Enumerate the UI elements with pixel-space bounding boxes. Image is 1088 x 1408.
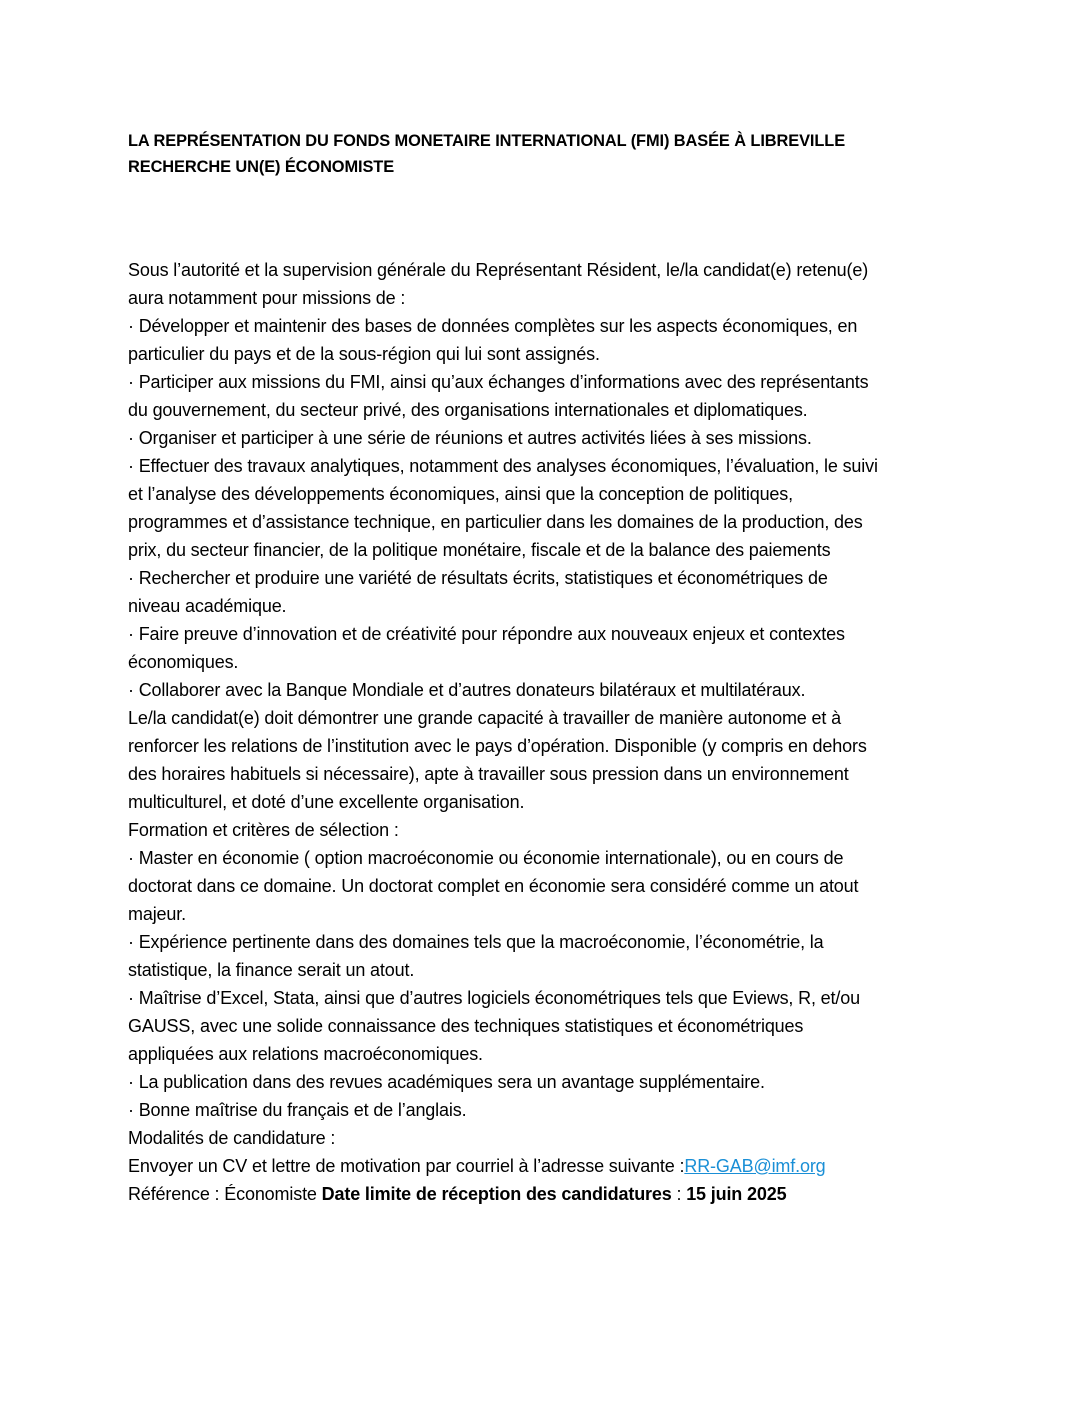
body-line: · Collaborer avec la Banque Mondiale et d’autres donateurs bilatéraux et multilatéraux. xyxy=(128,680,806,700)
body-line: · Développer et maintenir des bases de données complètes sur les aspects économiques, en xyxy=(128,316,858,336)
body-line: · Participer aux missions du FMI, ainsi qu’aux échanges d’informations avec des représentants xyxy=(128,372,869,392)
body-line: doctorat dans ce domaine. Un doctorat complet en économie sera considéré comme un atout xyxy=(128,876,859,896)
reference-text: Référence : Économiste xyxy=(128,1184,322,1204)
body-line: du gouvernement, du secteur privé, des organisations internationales et diplomatiques. xyxy=(128,400,808,420)
body-line: GAUSS, avec une solide connaissance des techniques statistiques et économétriques xyxy=(128,1016,804,1036)
body-line: · Organiser et participer à une série de réunions et autres activités liées à ses missions. xyxy=(128,428,812,448)
email-line-text: Envoyer un CV et lettre de motivation par courriel à l’adresse suivante : xyxy=(128,1156,685,1176)
title-line-2: RECHERCHE UN(E) ÉCONOMISTE xyxy=(128,158,395,176)
deadline-separator: : xyxy=(671,1184,687,1204)
body-line: particulier du pays et de la sous-région qui lui sont assignés. xyxy=(128,344,600,364)
body-line: · Bonne maîtrise du français et de l’anglais. xyxy=(128,1100,467,1120)
body-line: · Master en économie ( option macroéconomie ou économie internationale), ou en cours de xyxy=(128,848,844,868)
deadline-value: 15 juin 2025 xyxy=(686,1184,787,1204)
email-link[interactable]: RR-GAB@imf.org xyxy=(684,1156,826,1176)
body-line: des horaires habituels si nécessaire), apte à travailler sous pression dans un environnement xyxy=(128,764,849,784)
body-line: Modalités de candidature : xyxy=(128,1128,336,1148)
deadline-label: Date limite de réception des candidatures xyxy=(321,1184,672,1204)
body-line: multiculturel, et doté d’une excellente organisation. xyxy=(128,792,525,812)
body-line: majeur. xyxy=(128,904,186,924)
body-line: renforcer les relations de l’institution avec le pays d’opération. Disponible (y compris en dehors xyxy=(128,736,867,756)
body-line: Formation et critères de sélection : xyxy=(128,820,399,840)
body-line: · Expérience pertinente dans des domaines tels que la macroéconomie, l’économétrie, la xyxy=(128,932,824,952)
body-line: niveau académique. xyxy=(128,596,287,616)
body-line: aura notamment pour missions de : xyxy=(128,288,406,308)
body-line: Sous l’autorité et la supervision générale du Représentant Résident, le/la candidat(e) retenu(e) xyxy=(128,260,869,280)
email-line xyxy=(128,1152,968,1180)
body-line: · Effectuer des travaux analytiques, notamment des analyses économiques, l’évaluation, le suivi xyxy=(128,456,878,476)
body-line: Le/la candidat(e) doit démontrer une grande capacité à travailler de manière autonome et à xyxy=(128,708,841,728)
body-line: · Rechercher et produire une variété de résultats écrits, statistiques et économétriques de xyxy=(128,568,828,588)
body-line: statistique, la finance serait un atout. xyxy=(128,960,415,980)
body-line: programmes et d’assistance technique, en particulier dans les domaines de la production, des xyxy=(128,512,863,532)
body-line: · Maîtrise d’Excel, Stata, ainsi que d’autres logiciels économétriques tels que Eviews, R, et/ou xyxy=(128,988,860,1008)
body-line: prix, du secteur financier, de la politique monétaire, fiscale et de la balance des paiements xyxy=(128,540,831,560)
body-lines xyxy=(128,256,968,1152)
body-line: appliquées aux relations macroéconomiques. xyxy=(128,1044,483,1064)
document-body xyxy=(128,256,968,1208)
reference-line xyxy=(128,1180,968,1208)
title-line-1: LA REPRÉSENTATION DU FONDS MONETAIRE INTERNATIONAL (FMI) BASÉE À LIBREVILLE xyxy=(128,132,846,150)
body-line: · Faire preuve d’innovation et de créativité pour répondre aux nouveaux enjeux et contextes xyxy=(128,624,845,644)
body-line: économiques. xyxy=(128,652,239,672)
body-line: · La publication dans des revues académiques sera un avantage supplémentaire. xyxy=(128,1072,765,1092)
body-line: et l’analyse des développements économiques, ainsi que la conception de politiques, xyxy=(128,484,793,504)
document-title xyxy=(128,128,968,180)
